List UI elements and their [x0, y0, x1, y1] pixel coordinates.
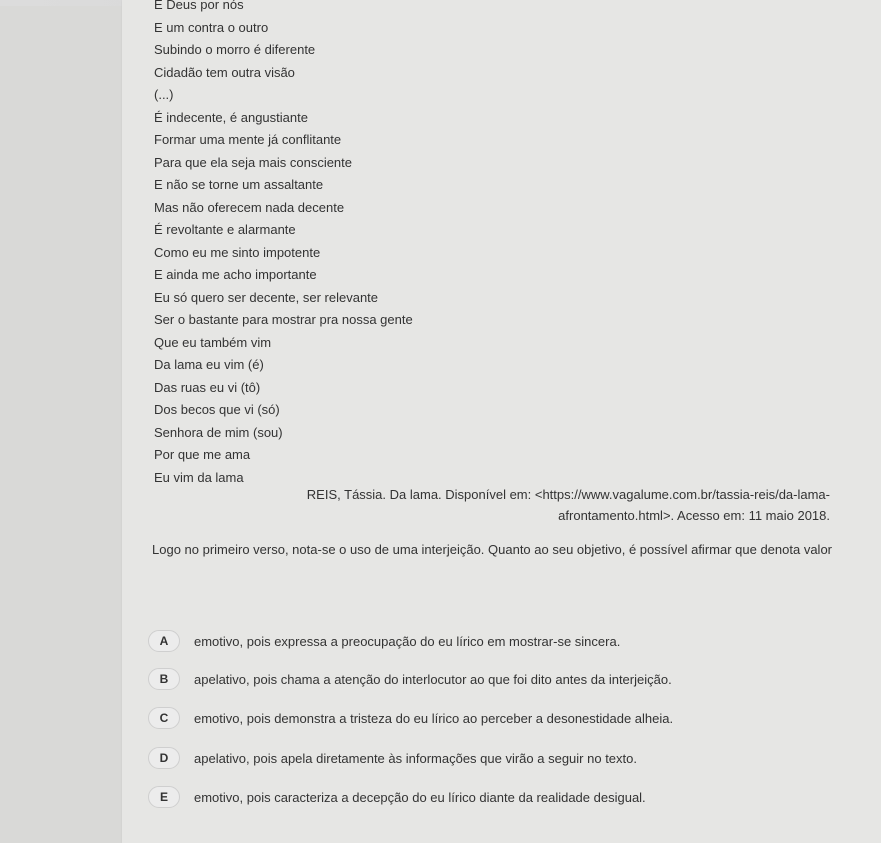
source-citation	[220, 484, 830, 526]
lyric-line: Eu só quero ser decente, ser relevante	[154, 289, 379, 305]
lyric-line: Cidadão tem outra visão	[154, 64, 295, 80]
option-letter[interactable]: E	[148, 786, 180, 808]
lyric-line: E Deus por nós	[154, 0, 244, 12]
lyric-line: (...)	[154, 87, 174, 102]
lyric-line: É indecente, é angustiante	[154, 109, 308, 125]
lyric-line: Como eu me sinto impotente	[154, 244, 321, 260]
option-text: emotivo, pois expressa a preocupação do eu lírico em mostrar-se sincera.	[194, 633, 621, 649]
lyric-line: E não se torne um assaltante	[154, 177, 324, 192]
option-letter[interactable]: B	[148, 668, 180, 690]
lyric-line: Subindo o morro é diferente	[154, 42, 316, 57]
lyric-line: Das ruas eu vi (tô)	[154, 379, 261, 395]
lyric-line: Eu vim da lama	[154, 469, 244, 485]
option-text: emotivo, pois caracteriza a decepção do eu lírico diante da realidade desigual.	[194, 789, 646, 805]
option-b[interactable]	[148, 666, 672, 692]
option-letter[interactable]: A	[148, 630, 180, 652]
lyric-line: Formar uma mente já conflitante	[154, 132, 342, 147]
lyric-line: Que eu também vim	[154, 334, 272, 350]
lyric-line: Por que me ama	[154, 447, 251, 462]
question-text: Logo no primeiro verso, nota-se o uso de uma interjeição. Quanto ao seu objetivo, é possível afirmar que denota valor	[152, 542, 833, 557]
citation-line-2: afrontamento.html>. Acesso em: 11 maio 2018.	[558, 508, 830, 523]
lyric-line: Senhora de mim (sou)	[154, 424, 283, 440]
lyric-line: E um contra o outro	[154, 19, 269, 35]
lyric-line: Dos becos que vi (só)	[154, 402, 280, 417]
option-text: apelativo, pois apela diretamente às informações que virão a seguir no texto.	[194, 750, 637, 766]
option-text: emotivo, pois demonstra a tristeza do eu lírico ao perceber a desonestidade alheia.	[194, 710, 674, 726]
option-letter[interactable]: C	[148, 707, 180, 729]
lyric-line: Mas não oferecem nada decente	[154, 199, 345, 215]
option-letter[interactable]: D	[148, 747, 180, 769]
lyric-line: Da lama eu vim (é)	[154, 357, 264, 372]
lyric-line: É revoltante e alarmante	[154, 222, 296, 237]
option-d[interactable]	[148, 745, 637, 771]
lyric-line: E ainda me acho importante	[154, 267, 317, 282]
option-a[interactable]	[148, 628, 620, 654]
option-c[interactable]	[148, 705, 673, 731]
lyrics-block	[154, 0, 754, 489]
option-e[interactable]	[148, 784, 646, 810]
lyric-line: Para que ela seja mais consciente	[154, 154, 353, 170]
option-text: apelativo, pois chama a atenção do interlocutor ao que foi dito antes da interjeição.	[194, 671, 672, 687]
citation-line-1: REIS, Tássia. Da lama. Disponível em: <https://www.vagalume.com.br/tassia-reis/da-lama-	[306, 487, 830, 502]
lyric-line: Ser o bastante para mostrar pra nossa gente	[154, 312, 413, 327]
